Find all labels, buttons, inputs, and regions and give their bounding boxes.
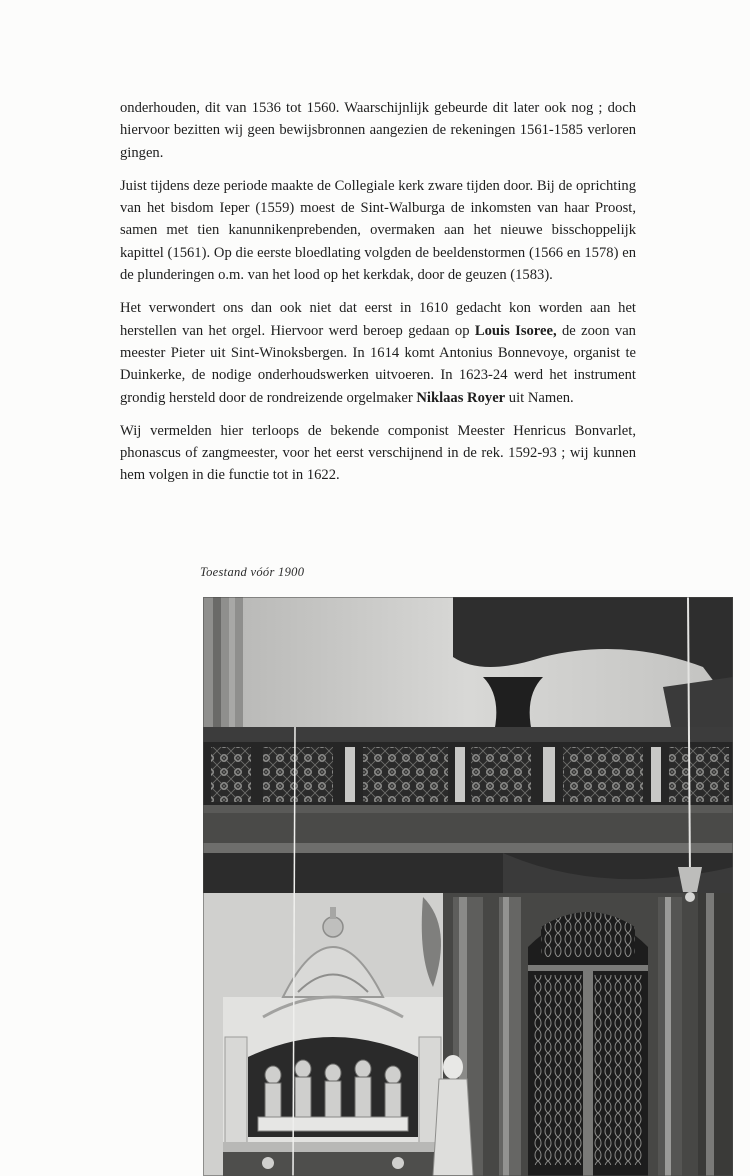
paragraph-2-text: Juist tijdens deze periode maakte de Collegiale kerk zware tijden door. Bij de oprichting van het bisdom Ieper (1559) moest de Sint-Walburga de inkomsten van haar Proost, samen met tien kanunnikenprebenden, overmaken aan het nieuwe bisschoppelijk kapittel (1561). Op die eerste bloedlating volgden de beeldenstormen (1566 en 1578) en de plunderingen o.m. van het lood op het kerkdak, door de geuzen (1583). bbox=[120, 177, 636, 284]
photo-caption: Toestand vóór 1900 bbox=[200, 565, 305, 579]
paragraph-1-text: onderhouden, dit van 1536 tot 1560. Waarschijnlijk gebeurde dit later ook nog ; doch hiervoor bezitten wij geen bewijsbronnen aangezien de rekeningen 1561-1585 verloren gingen. bbox=[120, 100, 636, 161]
paragraph-3-text-c: uit Namen. bbox=[505, 389, 574, 406]
name-louis-isoree: Louis Isoree, bbox=[474, 322, 557, 339]
paragraph-2 bbox=[120, 175, 636, 286]
paragraph-3 bbox=[120, 297, 636, 408]
paragraph-1 bbox=[120, 97, 636, 164]
paragraph-3-text-b: de zoon van meester Pieter uit Sint-Winoksbergen. In 1614 komt Antonius Bonnevoye, organist te Duinkerke, de nodige onderhoudswerken uitvoeren. In 1623-24 werd het instrument grondig hersteld door de rondreizende orgelmaker bbox=[120, 322, 636, 406]
paragraph-3-text-a: Het verwondert ons dan ook niet dat eerst in 1610 gedacht kon worden aan het herstellen van het orgel. Hiervoor werd beroep gedaan op bbox=[120, 300, 636, 339]
name-niklaas-royer: Niklaas Royer bbox=[416, 389, 506, 406]
paragraph-4 bbox=[120, 420, 636, 487]
body-text bbox=[120, 97, 636, 498]
paragraph-4-text: Wij vermelden hier terloops de bekende componist Meester Henricus Bonvarlet, phonascus of zangmeester, voor het eerst verschijnend in de rek. 1592-93 ; wij kunnen hem volgen in die functie tot in 1622. bbox=[120, 422, 636, 484]
organ-loft-photo bbox=[203, 597, 733, 1176]
